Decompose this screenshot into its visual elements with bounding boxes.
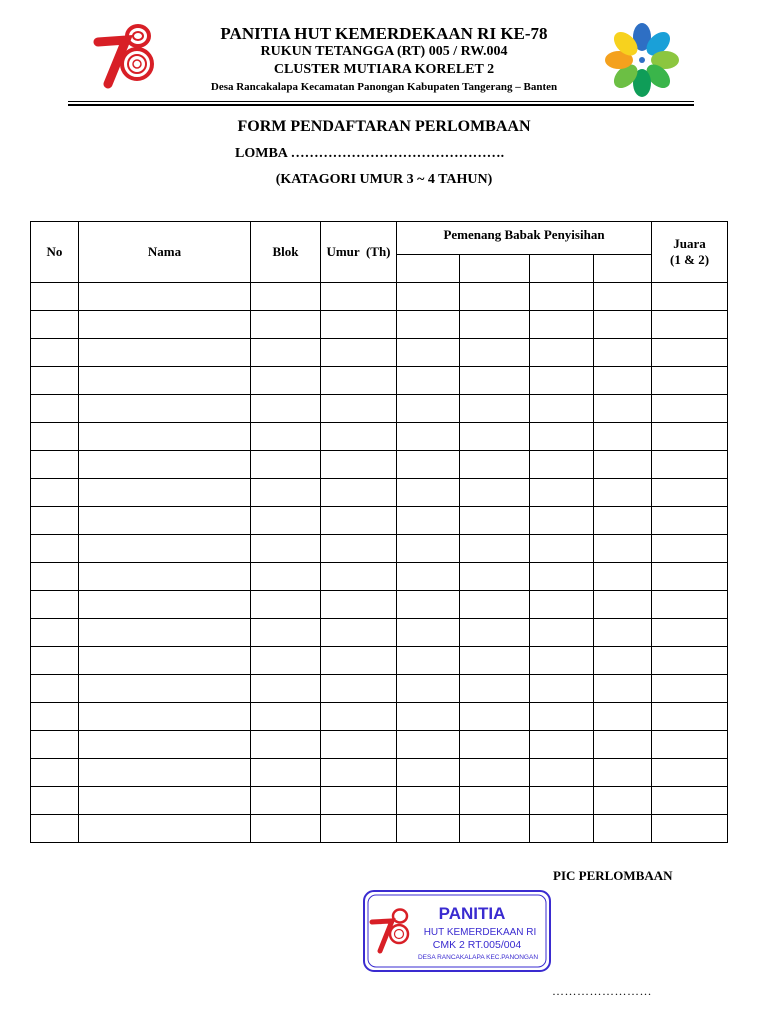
table-cell[interactable] xyxy=(397,311,460,339)
table-cell[interactable] xyxy=(652,395,728,423)
table-cell[interactable] xyxy=(652,703,728,731)
table-cell[interactable] xyxy=(79,479,251,507)
col-umur-header: Umur (Th) xyxy=(321,222,397,283)
table-cell[interactable] xyxy=(652,451,728,479)
table-cell[interactable] xyxy=(321,339,397,367)
table-cell[interactable] xyxy=(31,787,79,815)
table-cell[interactable] xyxy=(530,367,594,395)
table-row xyxy=(31,787,728,815)
address-line: Desa Rancakalapa Kecamatan Panongan Kabupaten Tangerang – Banten xyxy=(210,81,558,93)
header-rule-thick xyxy=(68,104,694,106)
table-cell[interactable] xyxy=(594,311,652,339)
table-cell[interactable] xyxy=(397,675,460,703)
table-cell[interactable] xyxy=(31,591,79,619)
table-row xyxy=(31,535,728,563)
table-cell[interactable] xyxy=(397,339,460,367)
table-cell[interactable] xyxy=(321,815,397,843)
table-cell[interactable] xyxy=(31,619,79,647)
table-cell[interactable] xyxy=(594,591,652,619)
registration-table xyxy=(30,221,728,843)
table-cell[interactable] xyxy=(321,759,397,787)
table-cell[interactable] xyxy=(251,787,321,815)
table-cell[interactable] xyxy=(321,563,397,591)
table-row xyxy=(31,395,728,423)
table-cell[interactable] xyxy=(321,507,397,535)
table-cell[interactable] xyxy=(594,507,652,535)
table-cell[interactable] xyxy=(594,675,652,703)
stamp-line2: CMK 2 RT.005/004 xyxy=(432,939,522,951)
table-cell[interactable] xyxy=(251,675,321,703)
table-cell[interactable] xyxy=(31,731,79,759)
table-cell[interactable] xyxy=(31,703,79,731)
table-cell[interactable] xyxy=(530,311,594,339)
table-cell[interactable] xyxy=(321,787,397,815)
table-row xyxy=(31,311,728,339)
table-cell[interactable] xyxy=(460,395,530,423)
table-cell[interactable] xyxy=(31,367,79,395)
table-cell[interactable] xyxy=(652,591,728,619)
table-cell[interactable] xyxy=(79,759,251,787)
round-cell xyxy=(397,255,460,283)
table-cell[interactable] xyxy=(594,535,652,563)
table-cell[interactable] xyxy=(594,283,652,311)
juara-label: Juara xyxy=(673,236,706,251)
table-cell[interactable] xyxy=(652,367,728,395)
table-cell[interactable] xyxy=(321,675,397,703)
table-cell[interactable] xyxy=(530,675,594,703)
table-cell[interactable] xyxy=(321,619,397,647)
table-cell[interactable] xyxy=(79,815,251,843)
table-row xyxy=(31,591,728,619)
table-cell[interactable] xyxy=(397,647,460,675)
table-cell[interactable] xyxy=(251,619,321,647)
table-cell[interactable] xyxy=(594,395,652,423)
table-cell[interactable] xyxy=(530,535,594,563)
table-cell[interactable] xyxy=(460,367,530,395)
table-row xyxy=(31,479,728,507)
table-cell[interactable] xyxy=(652,675,728,703)
cluster-line: CLUSTER MUTIARA KORELET 2 xyxy=(273,62,495,77)
table-cell[interactable] xyxy=(79,535,251,563)
committee-stamp xyxy=(362,889,552,973)
table-cell[interactable] xyxy=(530,507,594,535)
table-cell[interactable] xyxy=(79,675,251,703)
round-cell xyxy=(460,255,530,283)
table-cell[interactable] xyxy=(31,423,79,451)
table-cell[interactable] xyxy=(397,367,460,395)
table-cell[interactable] xyxy=(652,815,728,843)
table-cell[interactable] xyxy=(31,479,79,507)
table-cell[interactable] xyxy=(530,619,594,647)
table-cell[interactable] xyxy=(594,367,652,395)
table-cell[interactable] xyxy=(321,451,397,479)
table-cell[interactable] xyxy=(31,563,79,591)
table-cell[interactable] xyxy=(397,451,460,479)
table-cell[interactable] xyxy=(251,339,321,367)
table-cell[interactable] xyxy=(321,535,397,563)
age-category: (KATAGORI UMUR 3 ~ 4 TAHUN) xyxy=(275,172,493,187)
table-cell[interactable] xyxy=(79,339,251,367)
table-row xyxy=(31,367,728,395)
table-cell[interactable] xyxy=(321,591,397,619)
table-row xyxy=(31,451,728,479)
table-cell[interactable] xyxy=(652,731,728,759)
table-cell[interactable] xyxy=(397,619,460,647)
table-cell[interactable] xyxy=(397,731,460,759)
table-cell[interactable] xyxy=(460,423,530,451)
table-cell[interactable] xyxy=(594,619,652,647)
table-cell[interactable] xyxy=(460,563,530,591)
round-cell xyxy=(594,255,652,283)
table-cell[interactable] xyxy=(397,563,460,591)
pic-label: PIC PERLOMBAAN xyxy=(553,868,673,883)
table-cell[interactable] xyxy=(251,367,321,395)
table-cell[interactable] xyxy=(251,759,321,787)
table-cell[interactable] xyxy=(460,591,530,619)
table-row xyxy=(31,731,728,759)
table-cell[interactable] xyxy=(594,815,652,843)
table-cell[interactable] xyxy=(460,283,530,311)
flower-logo xyxy=(600,22,684,98)
signature-line: …………………… xyxy=(552,984,652,998)
table-cell[interactable] xyxy=(79,647,251,675)
table-cell[interactable] xyxy=(251,423,321,451)
form-title: FORM PENDAFTARAN PERLOMBAAN xyxy=(237,118,531,135)
col-pemenang-header: Pemenang Babak Penyisihan xyxy=(397,222,652,255)
table-cell[interactable] xyxy=(652,283,728,311)
table-cell[interactable] xyxy=(79,395,251,423)
table-cell[interactable] xyxy=(460,619,530,647)
table-cell[interactable] xyxy=(251,283,321,311)
table-cell[interactable] xyxy=(652,423,728,451)
table-cell[interactable] xyxy=(530,759,594,787)
table-cell[interactable] xyxy=(31,759,79,787)
table-cell[interactable] xyxy=(652,759,728,787)
table-cell[interactable] xyxy=(79,283,251,311)
table-cell[interactable] xyxy=(31,675,79,703)
table-cell[interactable] xyxy=(530,647,594,675)
stamp-title: PANITIA xyxy=(438,904,506,923)
stamp-78-icon xyxy=(372,910,408,952)
table-cell[interactable] xyxy=(321,395,397,423)
table-cell[interactable] xyxy=(397,395,460,423)
table-cell[interactable] xyxy=(530,451,594,479)
table-cell[interactable] xyxy=(321,703,397,731)
table-cell[interactable] xyxy=(397,787,460,815)
table-cell[interactable] xyxy=(251,479,321,507)
table-cell[interactable] xyxy=(460,311,530,339)
table-cell[interactable] xyxy=(251,451,321,479)
header-rule-thin xyxy=(68,101,694,102)
table-cell[interactable] xyxy=(594,339,652,367)
table-cell[interactable] xyxy=(652,535,728,563)
table-cell[interactable] xyxy=(460,507,530,535)
table-cell[interactable] xyxy=(251,815,321,843)
table-cell[interactable] xyxy=(251,535,321,563)
table-cell[interactable] xyxy=(31,395,79,423)
stamp-line1: HUT KEMERDEKAAN RI xyxy=(423,927,537,938)
table-cell[interactable] xyxy=(321,367,397,395)
table-cell[interactable] xyxy=(79,367,251,395)
table-cell[interactable] xyxy=(530,703,594,731)
table-cell[interactable] xyxy=(530,563,594,591)
table-cell[interactable] xyxy=(460,787,530,815)
table-cell[interactable] xyxy=(79,591,251,619)
table-row xyxy=(31,815,728,843)
table-cell[interactable] xyxy=(397,815,460,843)
lomba-field: LOMBA ………………………………………. xyxy=(235,146,505,161)
table-cell[interactable] xyxy=(31,311,79,339)
table-cell[interactable] xyxy=(594,703,652,731)
committee-title: PANITIA HUT KEMERDEKAAN RI KE-78 xyxy=(220,24,548,43)
table-cell[interactable] xyxy=(31,451,79,479)
table-cell[interactable] xyxy=(79,787,251,815)
table-cell[interactable] xyxy=(460,815,530,843)
table-cell[interactable] xyxy=(530,395,594,423)
rt-rw-line: RUKUN TETANGGA (RT) 005 / RW.004 xyxy=(260,44,508,59)
table-cell[interactable] xyxy=(397,703,460,731)
table-row xyxy=(31,675,728,703)
table-cell[interactable] xyxy=(530,815,594,843)
table-cell[interactable] xyxy=(594,479,652,507)
table-cell[interactable] xyxy=(530,479,594,507)
table-cell[interactable] xyxy=(79,563,251,591)
table-cell[interactable] xyxy=(652,311,728,339)
table-row xyxy=(31,703,728,731)
table-cell[interactable] xyxy=(251,591,321,619)
table-cell[interactable] xyxy=(397,507,460,535)
table-cell[interactable] xyxy=(530,731,594,759)
table-cell[interactable] xyxy=(530,339,594,367)
col-blok-header: Blok xyxy=(251,222,321,283)
table-cell[interactable] xyxy=(652,647,728,675)
table-cell[interactable] xyxy=(652,479,728,507)
table-cell[interactable] xyxy=(594,787,652,815)
table-cell[interactable] xyxy=(321,731,397,759)
table-cell[interactable] xyxy=(79,507,251,535)
table-cell[interactable] xyxy=(79,423,251,451)
table-cell[interactable] xyxy=(321,311,397,339)
table-cell[interactable] xyxy=(460,479,530,507)
table-cell[interactable] xyxy=(460,647,530,675)
table-row xyxy=(31,283,728,311)
table-cell[interactable] xyxy=(652,619,728,647)
table-row xyxy=(31,507,728,535)
table-cell[interactable] xyxy=(79,731,251,759)
col-nama-header: Nama xyxy=(79,222,251,283)
table-cell[interactable] xyxy=(251,311,321,339)
table-cell[interactable] xyxy=(397,283,460,311)
hut-78-logo xyxy=(90,16,162,92)
table-cell[interactable] xyxy=(79,619,251,647)
table-cell[interactable] xyxy=(460,339,530,367)
table-cell[interactable] xyxy=(79,311,251,339)
table-cell[interactable] xyxy=(31,647,79,675)
table-cell[interactable] xyxy=(251,703,321,731)
table-cell[interactable] xyxy=(321,647,397,675)
table-cell[interactable] xyxy=(31,815,79,843)
table-cell[interactable] xyxy=(652,787,728,815)
table-cell[interactable] xyxy=(321,283,397,311)
table-row xyxy=(31,619,728,647)
table-cell[interactable] xyxy=(31,339,79,367)
table-cell[interactable] xyxy=(594,731,652,759)
table-cell[interactable] xyxy=(460,675,530,703)
table-cell[interactable] xyxy=(397,479,460,507)
table-cell[interactable] xyxy=(530,423,594,451)
juara-sub-label: (1 & 2) xyxy=(670,252,710,267)
table-cell[interactable] xyxy=(652,563,728,591)
table-cell[interactable] xyxy=(594,563,652,591)
table-row xyxy=(31,647,728,675)
table-cell[interactable] xyxy=(321,479,397,507)
table-cell[interactable] xyxy=(530,591,594,619)
table-cell[interactable] xyxy=(321,423,397,451)
table-row xyxy=(31,339,728,367)
table-cell[interactable] xyxy=(31,283,79,311)
table-cell[interactable] xyxy=(251,563,321,591)
table-cell[interactable] xyxy=(397,759,460,787)
table-cell[interactable] xyxy=(397,591,460,619)
table-cell[interactable] xyxy=(31,507,79,535)
table-cell[interactable] xyxy=(530,283,594,311)
table-cell[interactable] xyxy=(251,507,321,535)
table-cell[interactable] xyxy=(460,731,530,759)
col-no-header: No xyxy=(31,222,79,283)
table-cell[interactable] xyxy=(460,535,530,563)
table-cell[interactable] xyxy=(530,787,594,815)
stamp-line3: DESA RANCAKALAPA KEC.PANONGAN xyxy=(417,954,539,961)
table-row xyxy=(31,563,728,591)
table-cell[interactable] xyxy=(31,535,79,563)
table-cell[interactable] xyxy=(79,451,251,479)
table-cell[interactable] xyxy=(460,759,530,787)
table-cell[interactable] xyxy=(594,647,652,675)
table-row xyxy=(31,759,728,787)
table-row xyxy=(31,423,728,451)
table-cell[interactable] xyxy=(652,339,728,367)
table-cell[interactable] xyxy=(460,703,530,731)
round-cell xyxy=(530,255,594,283)
col-juara-header xyxy=(652,222,728,283)
table-cell[interactable] xyxy=(79,703,251,731)
table-cell[interactable] xyxy=(652,507,728,535)
table-cell[interactable] xyxy=(397,423,460,451)
table-cell[interactable] xyxy=(251,731,321,759)
table-cell[interactable] xyxy=(594,451,652,479)
table-cell[interactable] xyxy=(251,647,321,675)
table-cell[interactable] xyxy=(460,451,530,479)
table-cell[interactable] xyxy=(397,535,460,563)
table-cell[interactable] xyxy=(594,423,652,451)
table-cell[interactable] xyxy=(594,759,652,787)
table-cell[interactable] xyxy=(251,395,321,423)
